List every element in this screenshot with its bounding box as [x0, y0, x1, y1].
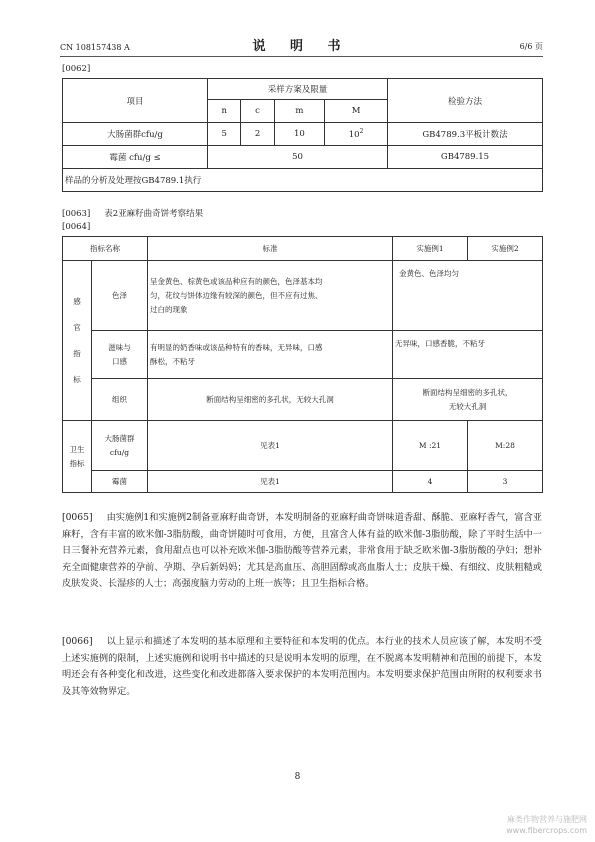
doc-title: 说 明 书: [252, 39, 351, 54]
th-c: c: [241, 100, 274, 123]
page-count: 6/6 页: [519, 42, 543, 51]
th-index: 指标名称: [63, 237, 148, 261]
taste-std-line1: 有明显的奶香味或该品种特有的香味，无异味，口感: [150, 342, 323, 352]
sensory-group: [63, 261, 92, 421]
cell-mold-limit: 50: [208, 146, 388, 169]
cell-m: 10: [274, 123, 324, 146]
coli-ex2: M:28: [468, 421, 543, 471]
mold-ex1: 4: [393, 471, 468, 493]
sensory-c4: 标: [73, 374, 81, 384]
row-taste: [92, 331, 148, 379]
hygiene-group: [63, 421, 92, 493]
paragraph-0066: [62, 634, 542, 700]
mold-ex2: 3: [468, 471, 543, 493]
text-0066: 以上显示和描述了本发明的基本原理和主要特征和本发明的优点。本行业的技术人员应该了解，本发明不受上述实施例的限制，上述实施例和说明书中描述的只是说明本发明的原理，在不脱离本发明精神和范围的前提下，本发明还会有各种变化和改进，这些变化和改进都落入要求保护的本发明范围内。本发明要求保护范围由所附的权利要求书及其等效物界定。: [62, 636, 542, 697]
results-table: [62, 236, 543, 493]
hygiene-l2: 指标: [69, 458, 85, 468]
row-color: 色泽: [92, 261, 148, 331]
cell-M-base: 10: [348, 129, 360, 140]
tag-0066: [0066]: [62, 636, 93, 647]
th-item: 项目: [63, 79, 208, 123]
tissue-ex-line2: 无较大孔洞: [448, 401, 487, 411]
th-n: n: [208, 100, 241, 123]
patent-number: CN 108157438 A: [60, 43, 130, 52]
header-rule: [60, 56, 543, 57]
color-std-line1: 呈金黄色、棕黄色或该品种应有的颜色，色泽基本均: [150, 276, 323, 286]
cell-method-2: GB4789.15: [388, 146, 543, 169]
coli-ex1: M :21: [393, 421, 468, 471]
watermark-title: 麻类作物营养与施肥网: [507, 815, 587, 824]
tag-0065: [0065]: [62, 512, 93, 523]
sensory-c2: 官: [73, 322, 81, 332]
cell-n: 5: [208, 123, 241, 146]
tissue-standard: 断面结构呈细密的多孔状，无较大孔洞: [148, 379, 393, 421]
cell-M: [325, 123, 388, 146]
watermark-url: www.fibercrops.com: [506, 826, 587, 835]
sensory-c1: 感: [73, 296, 81, 306]
cell-c: 2: [241, 123, 274, 146]
th-M: M: [325, 100, 388, 123]
taste-standard: [148, 331, 393, 379]
th-method: 检验方法: [388, 79, 543, 123]
cell-mold: 霉菌 cfu/g ≤: [63, 146, 208, 169]
tissue-examples: [393, 379, 543, 421]
page-header: [60, 36, 543, 54]
color-examples: 金黄色、色泽均匀: [393, 261, 543, 331]
row-coliform: [92, 421, 148, 471]
color-standard: [148, 261, 393, 331]
row-mold: 霉菌: [92, 471, 148, 493]
taste-line2: 口感: [112, 356, 127, 366]
text-0065: 由实施例1和实施例2制备亚麻籽曲奇饼，本发明制备的亚麻籽曲奇饼味道香甜、酥脆、亚麻籽香气，富含亚麻籽，含有丰富的欧米伽-3脂肪酸，曲奇饼随时可食用，方便，且富含人体有益的欧米伽-3脂肪酸，除了平时生活中一日三餐补充营养元素，食用甜点也可以补充欧米伽-3脂肪酸等营养元素，非常食用于缺乏欧米伽-3脂肪酸的孕妇；想补充全面健康营养的孕前、孕期、孕后新妈妈；尤其是高血压、高胆固醇或高血脂人士；皮肤干燥、有细纹、皮肤粗糙或皮肤发炎、长湿疹的人士；高强度脑力劳动的上班一族等；且卫生指标合格。: [62, 512, 542, 589]
tissue-ex-line1: 断面结构呈细密的多孔状，: [422, 387, 513, 397]
taste-line1: 滋味与: [108, 342, 131, 352]
paragraph-0065: [62, 510, 542, 593]
color-std-line3: 过白的现象: [150, 304, 188, 314]
tag-0063: [0063]: [62, 209, 91, 219]
th-m: m: [274, 100, 324, 123]
th-standard: 标准: [148, 237, 393, 261]
th-example2: 实施例2: [468, 237, 543, 261]
row-tissue: 组织: [92, 379, 148, 421]
para-tag-0063: [62, 207, 203, 219]
para-tag-0062: [0062]: [62, 64, 91, 74]
taste-ex-line1: 无异味，口感香脆，不粘牙: [395, 339, 485, 348]
mold-standard: 见表1: [148, 471, 393, 493]
th-example1: 实施例1: [393, 237, 468, 261]
th-plan: 采样方案及限量: [208, 79, 388, 100]
cell-M-exp: 2: [359, 128, 364, 136]
sensory-c3: 指: [73, 348, 81, 358]
taste-examples: [393, 331, 543, 379]
cell-coliform: 大肠菌群cfu/g: [63, 123, 208, 146]
taste-std-line2: 酥松，不粘牙: [150, 356, 195, 366]
coli-line1: 大肠菌群: [104, 433, 135, 443]
coli-standard: 见表1: [148, 421, 393, 471]
watermark: [506, 814, 587, 836]
table-caption: 表2亚麻籽曲奇饼考察结果: [104, 209, 204, 219]
cell-method-1: GB4789.3平板计数法: [388, 123, 543, 146]
table-note: 样品的分析及处理按GB4789.1执行: [63, 169, 543, 192]
color-std-line2: 匀，花纹与饼体边缘有较深的颜色，但不应有过焦、: [150, 290, 323, 300]
page-number: 8: [294, 772, 301, 782]
hygiene-l1: 卫生: [69, 444, 85, 454]
coli-line2: cfu/g: [109, 447, 130, 457]
microbial-limits-table: [62, 78, 543, 192]
para-tag-0064: [0064]: [62, 222, 91, 232]
